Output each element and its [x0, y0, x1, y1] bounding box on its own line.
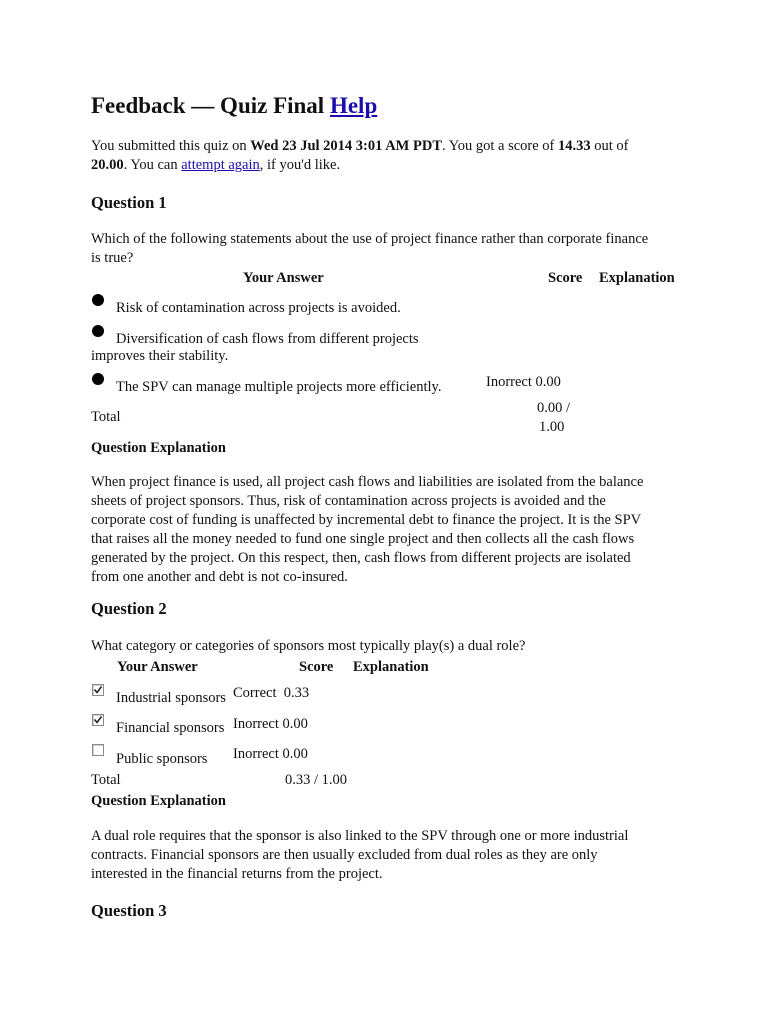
q1-total-value-line-2: 1.00: [539, 419, 565, 435]
question-1-heading: Question 1: [91, 193, 167, 212]
q2-option-2-result: [233, 715, 308, 734]
quiz-total: 20.00: [91, 157, 124, 173]
q2-total-label: Total: [91, 772, 121, 788]
q2-explanation-line: A dual role requires that the sponsor is also linked to the SPV through one or more industrial: [91, 828, 629, 844]
q2-option-2-result-text: Inorrect: [233, 716, 279, 732]
quiz-score: 14.33: [558, 138, 591, 154]
q2-explanation-line: interested in the financial returns from the project.: [91, 866, 383, 882]
question-1-text-line-2: is true?: [91, 250, 134, 266]
q1-option-3-radio-icon[interactable]: [92, 373, 104, 385]
q2-option-1-checkbox-icon[interactable]: [92, 684, 104, 696]
q1-explanation-line: generated by the project. On this respect, then, cash flows from different projects are isolated: [91, 550, 631, 566]
q2-explanation-line: contracts. Financial sponsors are then usually excluded from dual roles as they are only: [91, 847, 598, 863]
question-1-text-line-1: Which of the following statements about the use of project finance rather than corporate finance: [91, 231, 649, 247]
submission-date: Wed 23 Jul 2014 3:01 AM PDT: [250, 138, 442, 154]
q1-explanation-line: sheets of project sponsors. Thus, risk of contamination across projects is avoided and the: [91, 493, 606, 509]
q1-explanation-line: from one another and debt is not co-insured.: [91, 569, 348, 585]
q1-total-label: Total: [91, 409, 121, 425]
q2-option-3-result-text: Inorrect: [233, 746, 279, 762]
q2-explanation-text: [91, 827, 691, 884]
q2-option-1-label: Industrial sponsors: [116, 690, 226, 706]
q1-option-2-label-line-1: Diversification of cash flows from different projects: [116, 331, 419, 347]
q2-option-1-score: 0.33: [283, 685, 310, 701]
q1-col-your-answer: Your Answer: [243, 270, 324, 286]
q2-option-3-score: 0.00: [282, 746, 308, 762]
q1-col-score: Score: [548, 270, 583, 286]
question-1-text: [91, 230, 681, 268]
summary-out-of: out of: [590, 138, 629, 154]
page-title: [91, 90, 377, 122]
q1-option-2-label-line-2: improves their stability.: [91, 348, 229, 364]
q2-option-2-checkbox-icon[interactable]: [92, 714, 104, 726]
summary-can: . You can: [123, 157, 182, 173]
q2-col-explanation: Explanation: [353, 659, 429, 675]
q1-explanation-text: [91, 473, 691, 587]
q1-option-3-score: 0.00: [535, 374, 561, 390]
q1-col-explanation: Explanation: [599, 270, 675, 286]
q1-option-3-result: [486, 373, 561, 392]
q1-total-value-line-1: 0.00 /: [537, 400, 571, 416]
q1-explanation-line: that raises all the money needed to fund one single project and then collects all the cash flows: [91, 531, 635, 547]
question-2-text: What category or categories of sponsors most typically play(s) a dual role?: [91, 638, 526, 654]
q2-option-3-result: [233, 745, 308, 764]
q1-option-1-label: Risk of contamination across projects is avoided.: [116, 300, 401, 316]
q1-explanation-line: When project finance is used, all project cash flows and liabilities are isolated from the balance: [91, 474, 644, 490]
q2-explanation-heading: Question Explanation: [91, 793, 226, 809]
q2-option-3-label: Public sponsors: [116, 751, 208, 767]
q1-option-3-result-text: Inorrect: [486, 374, 532, 390]
question-2-heading: Question 2: [91, 599, 167, 618]
q2-col-score: Score: [299, 659, 334, 675]
q1-option-1-radio-icon[interactable]: [92, 294, 104, 306]
q1-explanation-heading: Question Explanation: [91, 440, 226, 456]
q2-option-3-checkbox-icon[interactable]: [92, 744, 104, 756]
question-3-heading: Question 3: [91, 901, 167, 920]
q1-option-2-radio-icon[interactable]: [92, 325, 104, 337]
q2-total-value: 0.33 / 1.00: [285, 772, 348, 788]
summary-prefix: You submitted this quiz on: [91, 138, 251, 154]
submission-summary: [91, 137, 681, 175]
summary-mid: . You got a score of: [442, 138, 558, 154]
attempt-again-link[interactable]: attempt again: [181, 157, 260, 173]
summary-suffix: , if you'd like.: [259, 157, 341, 173]
q2-option-1-result: [233, 684, 309, 703]
q2-option-2-score: 0.00: [282, 716, 308, 732]
q1-option-3-label: The SPV can manage multiple projects more efficiently.: [116, 379, 442, 395]
q1-explanation-line: corporate cost of funding is unaffected by incremental debt to finance the project. It is the SPV: [91, 512, 642, 528]
q2-option-2-label: Financial sponsors: [116, 720, 225, 736]
q2-col-your-answer: Your Answer: [117, 659, 198, 675]
page-title-text: Feedback — Quiz Final: [91, 93, 325, 118]
help-link[interactable]: Help: [329, 93, 378, 118]
q2-option-1-result-text: Correct: [233, 685, 277, 701]
